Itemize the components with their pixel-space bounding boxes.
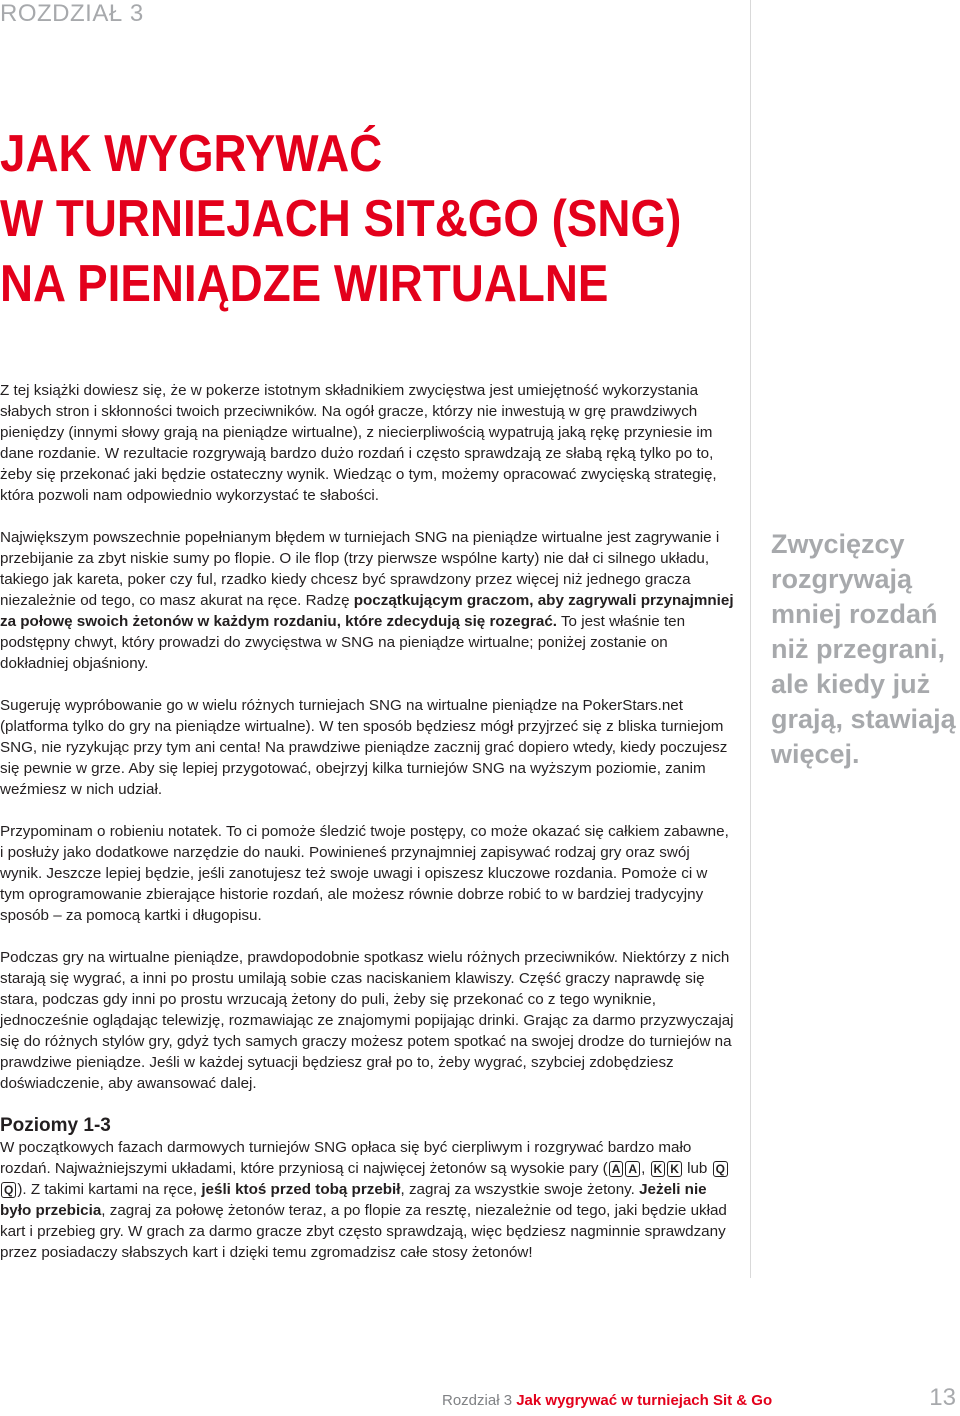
levels-text-2: ,	[641, 1160, 650, 1177]
levels-bold-2: Jeżeli nie było przebicia	[0, 1181, 707, 1219]
card-king-icon: K	[651, 1161, 666, 1177]
levels-text-5: , zagraj za wszystkie swoje żetony.	[400, 1181, 640, 1198]
opponents-paragraph: Podczas gry na wirtualne pieniądze, prawdopodobnie spotkasz wielu różnych przeciwników. Niektórzy z nich starają się wygrać, a inni po prostu umilają sobie czas naciskaniem klawiszy. Część graczy naprawdę się stara, podczas gdy inni po prostu wrzucają żetony do puli, żeby się przekonać co z tego wyniknie, jednocześnie oglądając telewizję, rozmawiając ze znajomymi popijając drinki. Grając za darmo przyzwyczajaj się do różnych stylów gry, gdyż tych samych graczy możesz potem spotkać na swojej drodze do turniejów na prawdziwe pieniądze. Jeśli w każdej sytuacji będziesz grał po to, żeby wygrać, szybciej zdobędziesz doświadczenie, aby awansować dalej.	[0, 949, 734, 1092]
card-ace-icon: A	[609, 1161, 624, 1177]
pull-quote: Zwycięzcy rozgrywają mniej rozdań niż przegrani, ale kiedy już grają, stawiają więcej.	[771, 529, 956, 769]
card-king-icon: K	[667, 1161, 682, 1177]
page-number: 13	[929, 1384, 956, 1411]
levels-text-4: ). Z takimi kartami na ręce,	[17, 1181, 202, 1198]
card-queen-icon: Q	[1, 1182, 16, 1198]
levels-paragraph	[0, 1137, 735, 1263]
column-divider	[750, 0, 751, 1278]
card-ace-icon: A	[625, 1161, 640, 1177]
intro-paragraph: Z tej książki dowiesz się, że w pokerze istotnym składnikiem zwycięstwa jest umiejętność wykorzystania słabych stron i skłonności twoich przeciwników. Na ogół gracze, którzy nie inwestują w grę prawdziwych pieniędzy (innymi słowy grają na pieniądze wirtualne), z niecierpliwością wypatrują jaką rękę przyniesie im dane rozdanie. W rezultacie rozgrywają bardzo dużo rozdań i często sprawdzają ze słabą ręką tylko po to, żeby się przekonać jaki będzie ostateczny wynik. Wiedząc o tym, możemy opracować zwycięską strategię, która pozwoli nam odpowiednio wykorzystać te słabości.	[0, 382, 717, 504]
main-text-column	[0, 380, 735, 1284]
page-title	[0, 122, 682, 317]
title-line-3: NA PIENIĄDZE WIRTUALNE	[0, 255, 609, 313]
page-footer	[442, 1392, 772, 1409]
section-heading: Poziomy 1-3	[0, 1115, 111, 1136]
levels-text-6: , zagraj za połowę żetonów teraz, a po flopie za resztę, niezależnie od tego, jaki będzie układ kart i przebieg gry. W grach za darmo gracze zbyt często sprawdzają, więc będziesz nagminnie sprawdzany przez posiadaczy słabszych kart i dzięki temu zgromadzisz całe stosy żetonów!	[0, 1202, 727, 1261]
levels-bold-1: jeśli ktoś przed tobą przebił	[201, 1181, 401, 1198]
title-line-2: W TURNIEJACH SIT&GO (SNG)	[0, 190, 682, 248]
practice-paragraph: Sugeruję wypróbowanie go w wielu różnych turniejach SNG na wirtualne pieniądze na PokerStars.net (platforma tylko do gry na pieniądze wirtualne). W ten sposób będziesz mógł przyjrzeć się z bliska turniejom SNG, nie ryzykując przy tym ani centa! Na prawdziwe pieniądze zacznij grać dopiero wtedy, kiedy poczujesz się pewnie w grze. Aby się lepiej przygotować, obejrzyj kilka turniejów SNG na wyższym poziomie, zanim weźmiesz w nich udział.	[0, 697, 728, 798]
mistake-paragraph	[0, 527, 735, 674]
mistake-bold-advice: początkującym graczom, aby zagrywali przynajmniej za połowę swoich żetonów w każdym rozdaniu, które zdecydują się rozegrać.	[0, 592, 734, 630]
levels-text-1: W początkowych fazach darmowych turniejów SNG opłaca się być cierpliwym i rozgrywać bardzo mało rozdań. Najważniejszymi układami, które przyniosą ci najwięcej żetonów są wysokie pary (	[0, 1139, 692, 1177]
levels-text-3: lub	[682, 1160, 712, 1177]
notes-paragraph: Przypominam o robieniu notatek. To ci pomoże śledzić twoje postępy, co może okazać się całkiem zabawne, i posłuży jako dodatkowe narzędzie do nauki. Powinieneś przynajmniej zapisywać rodzaj gry oraz swój wynik. Jeszcze lepiej będzie, jeśli zanotujesz też swoje uwagi i opiszesz kluczowe rozdania. Pomoże ci w tym oprogramowanie zbierające historie rozdań, ale możesz równie dobrze robić to w bardziej tradycyjny sposób – za pomocą kartki i długopisu.	[0, 823, 729, 924]
card-queen-icon: Q	[713, 1161, 728, 1177]
footer-chapter-title: Jak wygrywać w turniejach Sit & Go	[516, 1392, 773, 1409]
footer-chapter-label: Rozdział 3	[442, 1392, 513, 1409]
mistake-text-b: To jest właśnie ten podstępny chwyt, który prowadzi do zwycięstwa w SNG na pieniądze wirtualne; poniżej zostanie on dokładniej objaśniony.	[0, 613, 686, 672]
chapter-label: ROZDZIAŁ 3	[0, 0, 144, 27]
title-line-1: JAK WYGRYWAĆ	[0, 125, 383, 183]
mistake-text-a: Największym powszechnie popełnianym błędem w turniejach SNG na pieniądze wirtualne jest zagrywanie i przebijanie za zbyt niskie sumy po flopie. O ile flop (trzy pierwsze wspólne karty) nie dał ci silnego układu, takiego jak kareta, poker czy ful, rzadko kiedy chcesz być sprawdzony przez więcej niż jednego gracza niezależnie od tego, co masz akurat na ręce. Radzę	[0, 529, 720, 609]
